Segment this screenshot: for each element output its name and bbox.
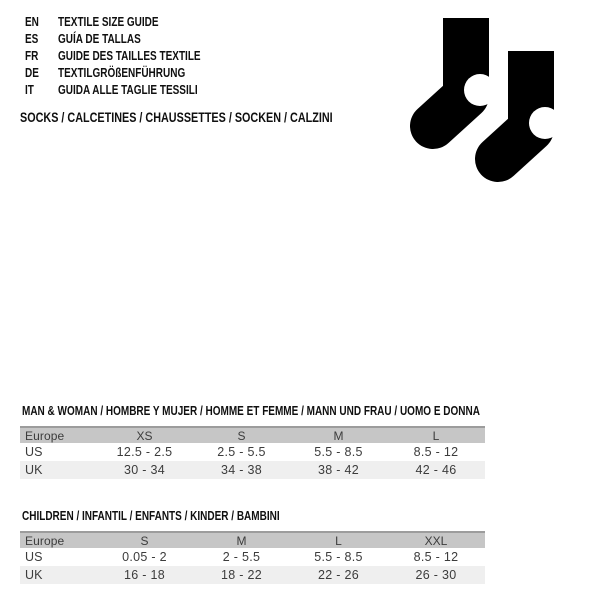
size-cell: 30 - 34 [123,463,166,477]
language-code [25,66,58,80]
region-label: UK [25,463,43,477]
table-title [22,404,485,419]
language-code-text: IT [25,83,34,98]
size-cell: 16 - 18 [123,568,166,582]
language-label: TEXTILE SIZE GUIDE [58,14,159,29]
table-title-text: CHILDREN / INFANTIL / ENFANTS / KINDER / BAMBINI [22,509,280,523]
language-code [25,83,58,97]
language-row-en [25,13,236,30]
column-header-region: Europe [20,532,96,548]
size-cell: 5.5 - 8.5 [314,550,363,564]
size-cell: 2 - 5.5 [222,550,261,564]
language-code [25,15,58,29]
column-header-size: S [96,532,193,548]
category-title-text: SOCKS / CALCETINES / CHAUSSETTES / SOCKEN / CALZINI [20,110,333,125]
sock-right [498,51,558,159]
size-table-children [20,509,485,584]
column-header-size: S [193,427,290,443]
region-label: UK [25,568,43,582]
size-cell: 22 - 26 [317,568,360,582]
language-code-text: ES [25,31,39,46]
column-header-size: XXL [387,532,485,548]
table-row-us [20,548,485,566]
language-label: GUIDE DES TAILLES TEXTILE [58,48,201,63]
table-row-uk [20,566,485,584]
column-header-size: XS [96,427,193,443]
column-header-size: L [387,427,485,443]
table-row-us [20,443,485,461]
language-row-fr [25,47,236,64]
size-cell: 34 - 38 [220,463,263,477]
column-header-region: Europe [20,427,96,443]
table-header-row [20,532,485,548]
language-row-it [25,82,236,99]
size-cell: 8.5 - 12 [413,550,459,564]
language-label: TEXTILGRÖßENFÜHRUNG [58,66,186,81]
size-table-man-woman [20,404,485,479]
table-header-row [20,427,485,443]
table-title-text: MAN & WOMAN / HOMBRE Y MUJER / HOMME ET FEMME / MANN UND FRAU / UOMO E DONNA [22,404,480,418]
socks-icon [408,18,558,203]
language-row-de [25,65,236,82]
size-table [20,531,485,584]
size-cell: 26 - 30 [415,568,457,582]
language-label: GUÍA DE TALLAS [58,31,141,46]
language-code [25,32,58,46]
size-cell: 8.5 - 12 [413,445,459,459]
language-code-text: FR [25,48,39,63]
size-cell: 0.05 - 2 [122,550,167,564]
size-table [20,426,485,479]
language-label: GUIDA ALLE TAGLIE TESSILI [58,83,198,98]
region-label: US [25,550,43,564]
table-title [22,509,485,524]
size-cell: 38 - 42 [317,463,360,477]
size-cell: 18 - 22 [220,568,263,582]
language-code-text: EN [25,14,39,29]
sock-left [433,18,496,126]
column-header-size: M [193,532,290,548]
language-code-text: DE [25,66,39,81]
language-list [25,13,236,99]
language-row-es [25,30,236,47]
size-cell: 5.5 - 8.5 [314,445,363,459]
size-cell: 42 - 46 [415,463,457,477]
table-row-uk [20,461,485,479]
category-title [20,110,411,125]
column-header-size: L [290,532,387,548]
size-cell: 12.5 - 2.5 [116,445,173,459]
region-label: US [25,445,43,459]
language-code [25,49,58,63]
column-header-size: M [290,427,387,443]
size-cell: 2.5 - 5.5 [217,445,266,459]
